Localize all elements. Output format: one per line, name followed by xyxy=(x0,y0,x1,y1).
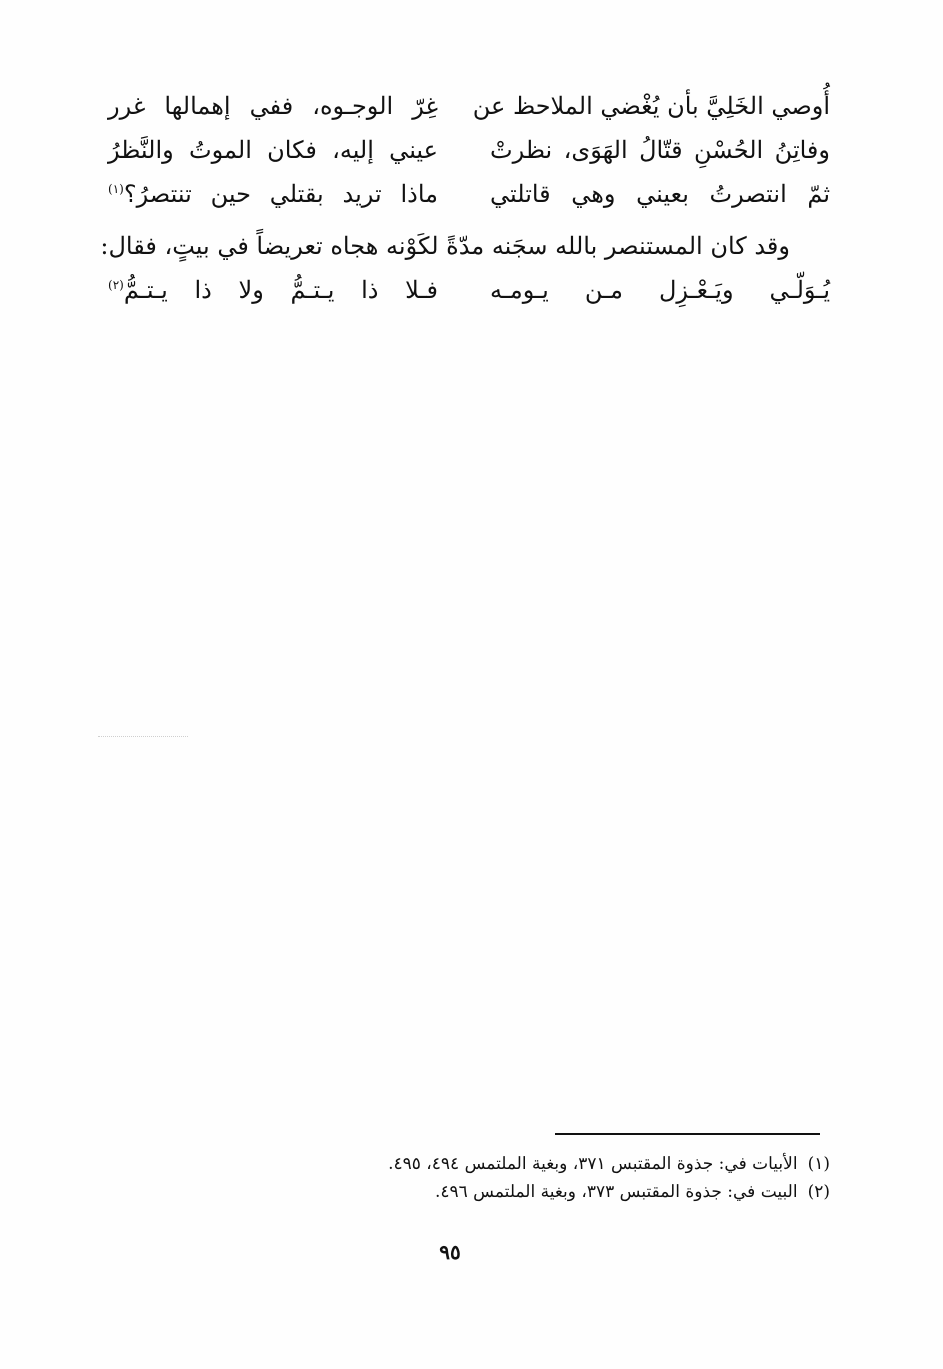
verse-first-hemistich: ثمّ انتصرتُ بعيني وهي قاتلتي xyxy=(490,180,830,208)
footnote-number: (٢) xyxy=(807,1182,830,1202)
scan-smudge xyxy=(98,736,188,737)
footnote-separator xyxy=(555,1133,820,1135)
poem-block-2 xyxy=(108,268,830,312)
verse-second-text: عيني إليه، فكان الموتُ والنَّظرُ xyxy=(108,136,438,164)
verse-line xyxy=(108,84,830,128)
prose-text: وقد كان المستنصر بالله سجَنه مدّةً لكَوْنه هجاه تعريضاً في بيتٍ، فقال: xyxy=(100,232,790,260)
verse-line xyxy=(108,128,830,172)
footnote-text: البيت في: جذوة المقتبس ٣٧٣، وبغية الملتمس ٤٩٦. xyxy=(434,1182,798,1202)
verse-second-hemistich xyxy=(108,172,438,216)
verse-second-hemistich xyxy=(108,268,438,312)
poem-block-1 xyxy=(108,84,830,216)
verse-first-hemistich: يُـوَلّـي ويَـعْـزِل مـن يـومـه xyxy=(490,276,830,304)
verse-second-hemistich xyxy=(108,84,438,128)
footnote-number: (١) xyxy=(807,1154,830,1174)
footnotes xyxy=(300,1150,830,1206)
verse-first-hemistich: وفاتِنُ الحُسْنِ قتّالُ الهَوَى، نظرتْ xyxy=(490,136,830,164)
prose-block xyxy=(100,224,830,268)
verse-second-hemistich xyxy=(108,128,438,172)
footnote-reference: (٢) xyxy=(108,278,124,292)
footnote-reference: (١) xyxy=(108,182,124,196)
verse-line xyxy=(108,172,830,216)
page-number: ٩٥ xyxy=(439,1240,461,1264)
verse-second-text: فـلا ذا يـتـمُّ ولا ذا يـتـمُّ xyxy=(123,276,438,304)
footnote xyxy=(300,1150,830,1178)
footnote xyxy=(300,1178,830,1206)
verse-line xyxy=(108,268,830,312)
verse-second-text: غِرّ الوجـوه، ففي إهمالها غرر xyxy=(108,92,438,120)
verse-first-hemistich: أُوصي الخَلِيَّ بأن يُغْضي الملاحظ عن xyxy=(472,92,830,120)
verse-second-text: ماذا تريد بقتلي حين تنتصرُ؟ xyxy=(123,180,438,208)
prose-paragraph xyxy=(100,224,830,268)
footnote-text: الأبيات في: جذوة المقتبس ٣٧١، وبغية الملتمس ٤٩٤، ٤٩٥. xyxy=(388,1154,798,1174)
